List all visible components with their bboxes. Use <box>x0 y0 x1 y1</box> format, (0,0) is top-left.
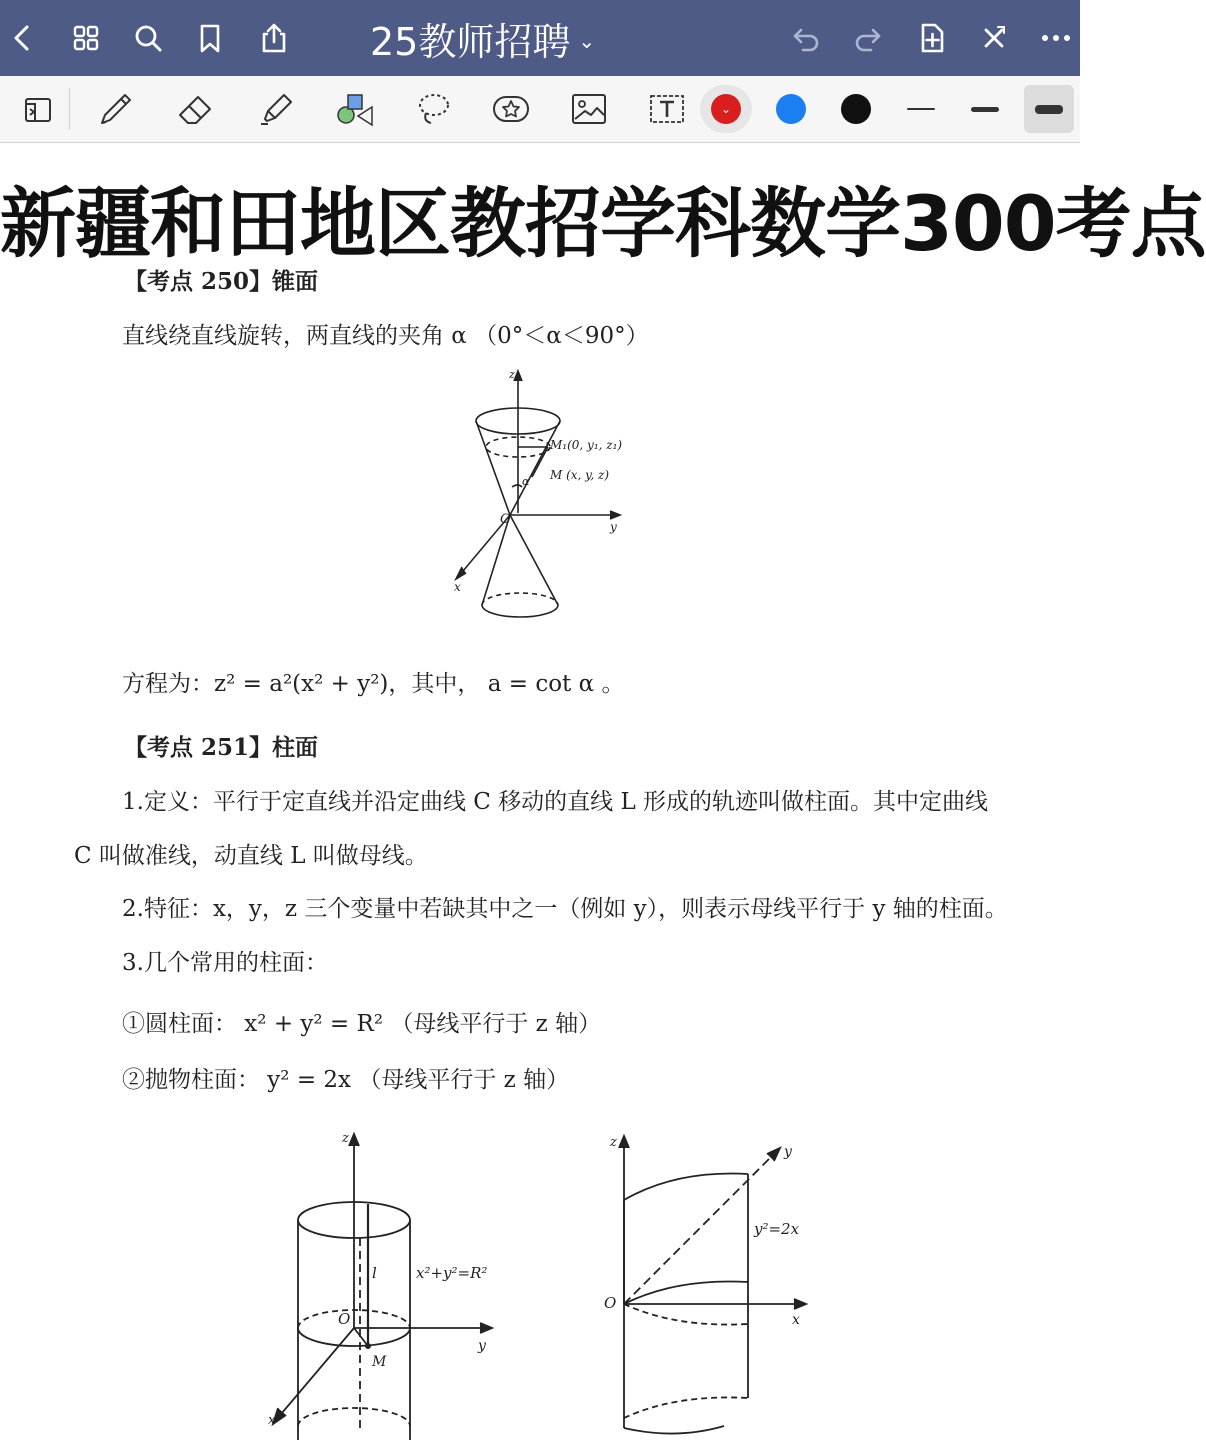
section-251-common: 3.几个常用的柱面： <box>122 950 328 976</box>
cyl-label-l: l <box>372 1264 377 1282</box>
undo-icon[interactable] <box>786 18 826 58</box>
pen-icon[interactable] <box>90 85 142 133</box>
stroke-thin-button[interactable] <box>896 85 946 133</box>
redo-icon[interactable] <box>848 18 888 58</box>
cone-label-m1: M₁(0, y₁, z₁) <box>550 438 623 452</box>
section-250-heading: 【考点 250】锥面 <box>124 268 319 295</box>
lasso-icon[interactable] <box>407 85 459 133</box>
cyl-label-o: O <box>338 1310 351 1328</box>
cone-figure <box>440 365 640 635</box>
cyl-label-z: z <box>342 1131 349 1146</box>
circular-cylinder-figure <box>262 1128 512 1440</box>
section-251-def-line2: C 叫做准线，动直线 L 叫做母线。 <box>74 843 428 869</box>
section-250-equation: 方程为：z² = a²(x² + y²)，其中， a = cot α 。 <box>122 671 625 697</box>
par-label-y: y <box>784 1144 792 1160</box>
section-251-parabolic: ②抛物柱面： y² = 2x （母线平行于 z 轴） <box>122 1067 570 1093</box>
reader-icon[interactable] <box>12 85 64 133</box>
bookmark-icon[interactable] <box>190 18 230 58</box>
cyl-label-x: x <box>268 1413 276 1428</box>
more-icon[interactable] <box>1036 18 1076 58</box>
page-heading: 新疆和田地区教招学科数学300考点 <box>0 179 1206 268</box>
par-label-x: x <box>792 1312 800 1328</box>
section-251-heading: 【考点 251】柱面 <box>124 734 319 761</box>
chevron-down-icon: ⌄ <box>711 94 741 124</box>
cone-label-alpha: α <box>522 475 530 488</box>
par-label-eq: y²=2x <box>754 1220 800 1238</box>
color-black-button[interactable] <box>841 94 871 124</box>
share-icon[interactable] <box>254 18 294 58</box>
cone-label-y: y <box>610 520 617 534</box>
section-251-circle: ①圆柱面： x² + y² = R² （母线平行于 z 轴） <box>122 1011 602 1037</box>
top-nav-bar <box>0 0 1080 76</box>
par-label-o: O <box>604 1294 617 1312</box>
document-page[interactable] <box>0 143 1206 1440</box>
stroke-thick-button[interactable] <box>1024 85 1074 133</box>
highlighter-icon[interactable] <box>250 85 302 133</box>
text-box-icon[interactable] <box>641 85 693 133</box>
grid-icon[interactable] <box>66 18 106 58</box>
cyl-label-eq: x²+y²=R² <box>416 1264 488 1282</box>
cone-label-x: x <box>454 580 461 594</box>
section-251-def-line1: 1.定义：平行于定直线并沿定曲线 C 移动的直线 L 形成的轨迹叫做柱面。其中定曲线 <box>122 789 989 815</box>
section-251-feature: 2.特征：x，y，z 三个变量中若缺其中之一（例如 y），则表示母线平行于 y 轴的柱面。 <box>122 896 1008 922</box>
add-page-icon[interactable] <box>912 18 952 58</box>
back-icon[interactable] <box>2 18 42 58</box>
section-250-desc: 直线绕直线旋转，两直线的夹角 α （0°＜α＜90°） <box>122 323 649 349</box>
par-label-z: z <box>610 1135 617 1150</box>
cone-label-o: O <box>500 512 511 527</box>
close-icon[interactable] <box>974 18 1014 58</box>
parabolic-cylinder-figure <box>596 1128 826 1440</box>
color-red-button[interactable] <box>700 85 752 133</box>
search-icon[interactable] <box>128 18 168 58</box>
shapes-icon[interactable] <box>328 85 380 133</box>
title-text: 25教师招聘 <box>370 19 571 64</box>
cone-label-m: M (x, y, z) <box>550 468 609 482</box>
eraser-icon[interactable] <box>170 85 222 133</box>
stroke-medium-button[interactable] <box>960 85 1010 133</box>
cyl-label-y: y <box>478 1338 486 1354</box>
chevron-down-icon: ⌄ <box>578 29 596 53</box>
image-icon[interactable] <box>563 85 615 133</box>
cyl-label-m: M <box>372 1354 387 1370</box>
color-blue-button[interactable] <box>776 94 806 124</box>
cone-label-z: z <box>509 368 515 381</box>
annotation-toolbar <box>0 76 1080 143</box>
sticker-icon[interactable] <box>485 85 537 133</box>
document-title[interactable] <box>370 12 595 64</box>
toolbar-divider <box>69 88 70 130</box>
